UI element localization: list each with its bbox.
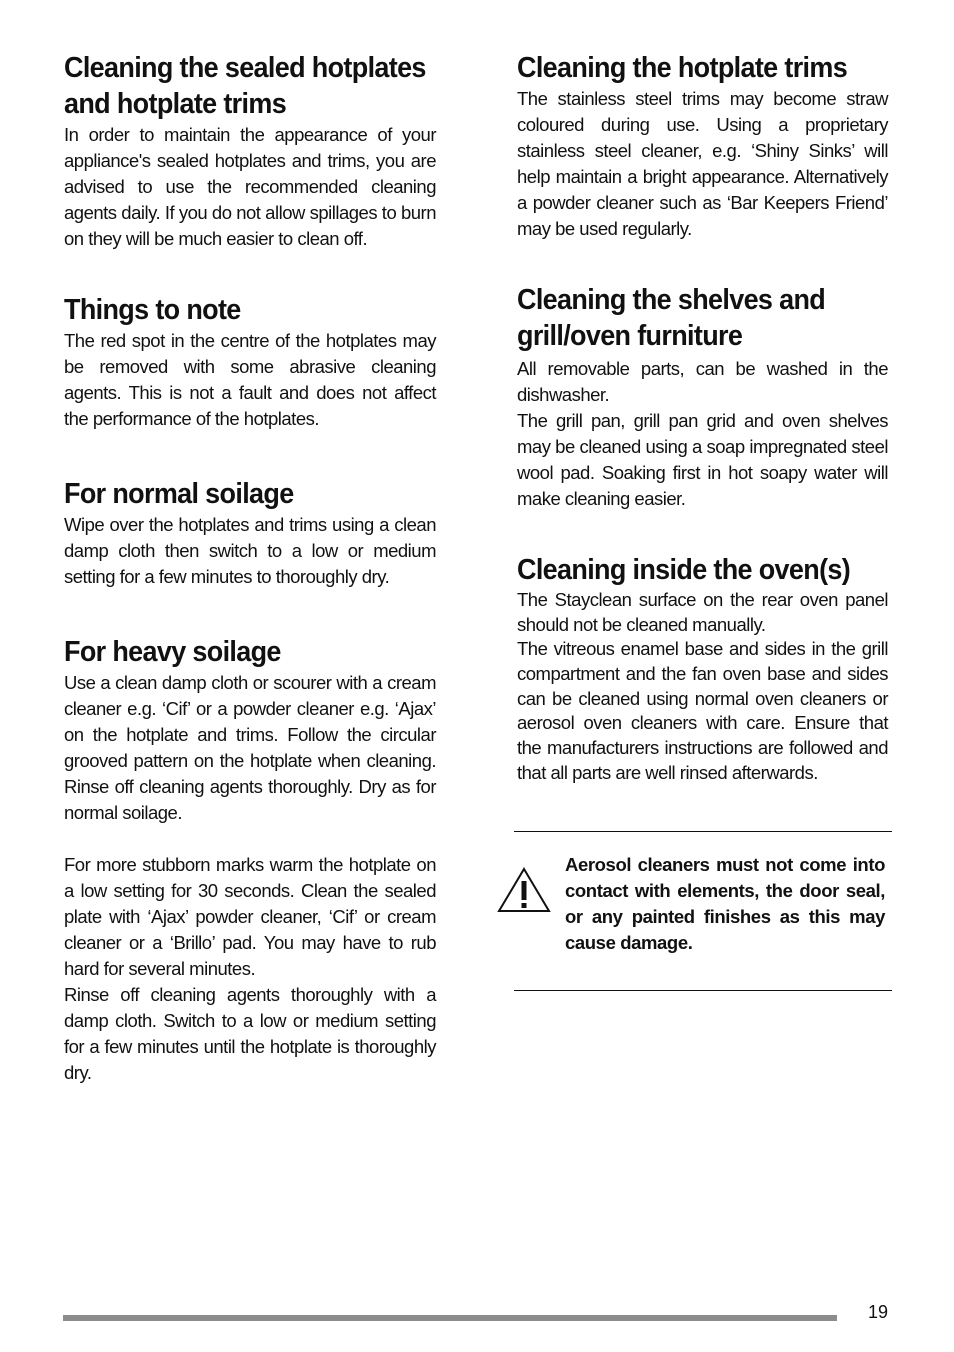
section-inside-oven: [517, 552, 888, 786]
section-paragraph: For more stubborn marks warm the hotplate on a low setting for 30 seconds. Clean the sealed plate with ‘Ajax’ powder cleaner, ‘Cif’ or cream cleaner or a ‘Brillo’ pad. You may have to rub hard for several minutes.: [64, 854, 436, 979]
section-paragraph: Use a clean damp cloth or scourer with a cream cleaner e.g. ‘Cif’ or a powder cleaner e.g. ‘Ajax’ on the hotplate and trims. Follow the circular grooved pattern on the hotplate when cleaning. Rinse off cleaning agents thoroughly. Dry as for normal soilage.: [64, 672, 436, 823]
section-paragraph: The grill pan, grill pan grid and oven shelves may be cleaned using a soap impregnated steel wool pad. Soaking first in hot soapy water will make cleaning easier.: [517, 410, 888, 509]
section-things-to-note: [64, 292, 436, 432]
section-normal-soilage: [64, 476, 436, 590]
section-heading: For heavy soilage: [64, 636, 281, 668]
section-heading: Cleaning the shelves and grill/oven furniture: [517, 284, 826, 352]
warning-top-rule: [514, 831, 892, 832]
section-hotplate-trims: [517, 50, 888, 242]
section-paragraph: All removable parts, can be washed in the dishwasher.: [517, 358, 888, 405]
section-heavy-soilage: [64, 634, 436, 1086]
section-heading: For normal soilage: [64, 478, 294, 510]
section-paragraph: The vitreous enamel base and sides in the grill compartment and the fan oven base and sides can be cleaned using normal oven cleaners or aerosol oven cleaners with care. Ensure that the manufacturers instructions are followed and that all parts are well rinsed afterwards.: [517, 638, 888, 783]
page-number: 19: [867, 1302, 888, 1322]
warning-bottom-rule: [514, 990, 892, 991]
section-heading: Cleaning the sealed hotplates and hotplate trims: [64, 52, 426, 120]
right-column: [517, 50, 888, 786]
footer-bar: [63, 1315, 837, 1321]
section-sealed-hotplates: [64, 50, 436, 252]
section-paragraph: The red spot in the centre of the hotplates may be removed with some abrasive cleaning agents. This is not a fault and does not affect the performance of the hotplates.: [64, 330, 436, 429]
section-heading: Cleaning inside the oven(s): [517, 554, 851, 586]
section-paragraph: Wipe over the hotplates and trims using a clean damp cloth then switch to a low or medium setting for a few minutes to thoroughly dry.: [64, 514, 436, 587]
section-shelves-furniture: [517, 282, 888, 512]
section-paragraph: The stainless steel trims may become straw coloured during use. Using a proprietary stainless steel cleaner, e.g. ‘Shiny Sinks’ will help maintain a bright appearance. Alternatively a powder cleaner such as ‘Bar Keepers Friend’ may be used regularly.: [517, 88, 888, 239]
section-paragraph: Rinse off cleaning agents thoroughly with a damp cloth. Switch to a low or medium setting for a few minutes until the hotplate is thoroughly dry.: [64, 984, 436, 1083]
warning-text: Aerosol cleaners must not come into contact with elements, the door seal, or any painted finishes as this may cause damage.: [565, 854, 885, 953]
section-paragraph: In order to maintain the appearance of your appliance's sealed hotplates and trims, you are advised to use the recommended cleaning agents daily. If you do not allow spillages to burn on they will be much easier to clean off.: [64, 124, 436, 249]
section-heading: Cleaning the hotplate trims: [517, 52, 848, 84]
section-heading: Things to note: [64, 294, 241, 326]
left-column: [64, 50, 436, 1086]
warning-triangle-icon: [497, 867, 551, 913]
section-paragraph: The Stayclean surface on the rear oven panel should not be cleaned manually.: [517, 589, 888, 635]
